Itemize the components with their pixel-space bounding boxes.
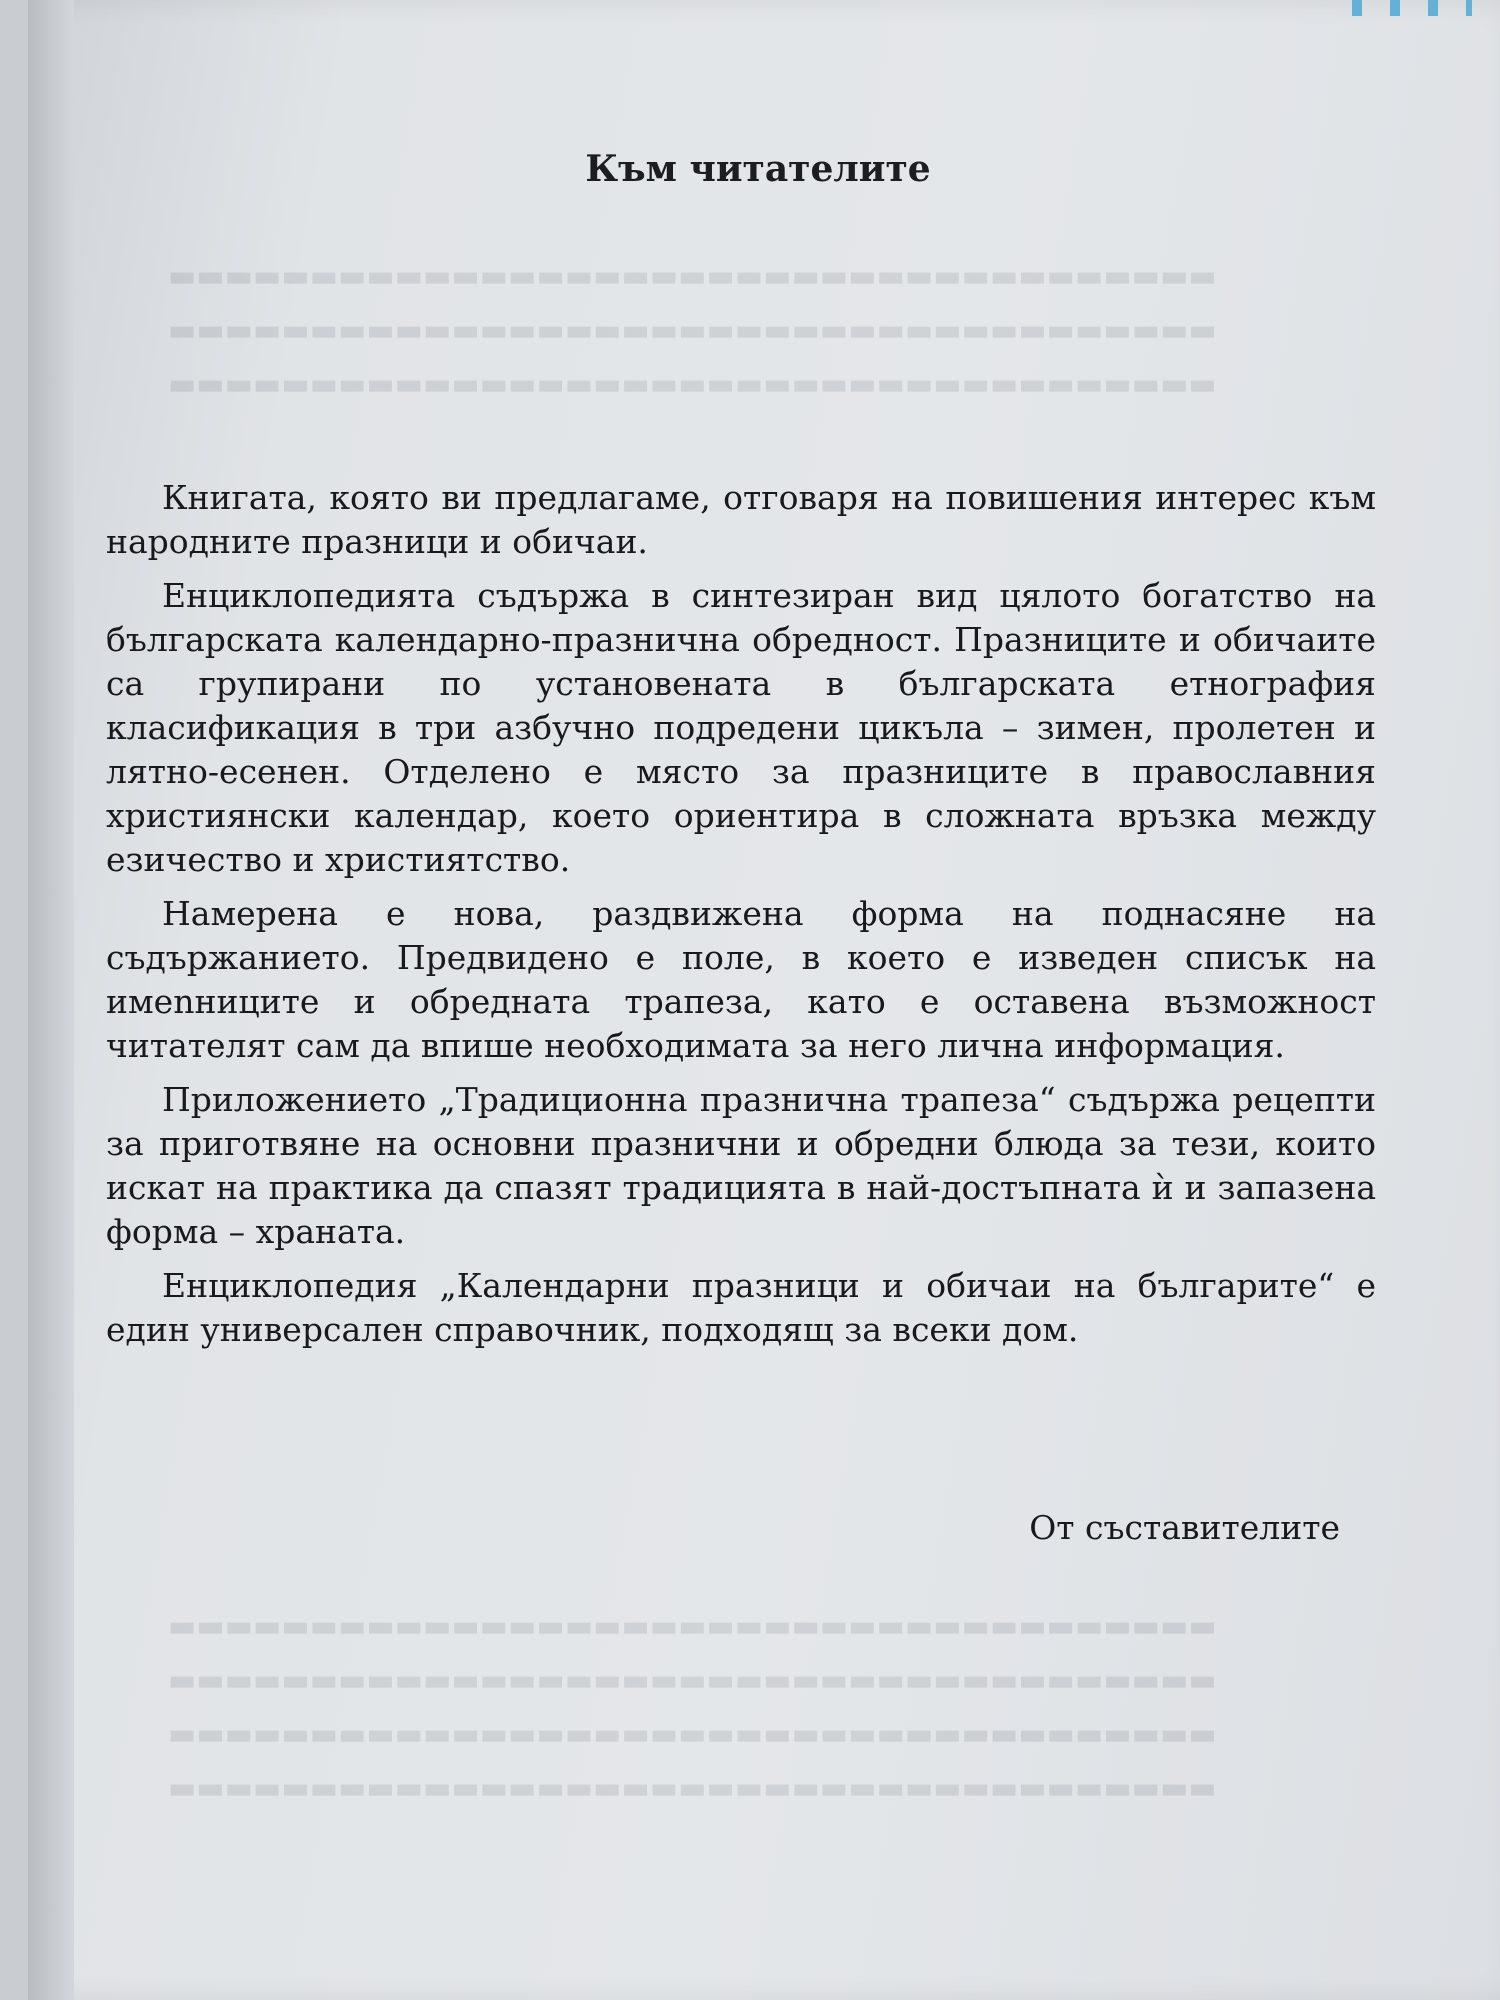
paragraph: Енциклопедията съдържа в синтезиран вид цялото богатство на българската календарно-празнична обредност. Празниците и обичаите са групирани по установената в българската етнография класификация в три азбучно подредени цикъла – зимен, пролетен и лятно-есенен. Отделено е място за празниците в православния християнски календар, което ориентира в сложната връзка между езичество и християтство.: [106, 576, 1376, 879]
page-gutter-shadow: [28, 0, 74, 2000]
bleed-through-mark: [1352, 0, 1472, 16]
book-page: [28, 0, 1500, 2000]
paragraph: Енциклопедия „Календарни празници и обичаи на българите“ е един универсален справочник, подходящ за всеки дом.: [106, 1266, 1376, 1349]
paragraph: Намерена е нова, раздвижена форма на поднасяне на съдържанието. Предвидено е поле, в което е изведен списък на имenниците и обредната трапеза, като е оставена възможност читателят сам да впише необходимата за него лична информация.: [106, 894, 1376, 1065]
page-heading: Към читателите: [585, 148, 931, 190]
body-text: [106, 476, 1376, 1362]
paragraph: Книгата, която ви предлагаме, отговаря на повишения интерес към народните празници и обичаи.: [106, 478, 1376, 561]
bleed-through-ghost-lines: ▬▬▬▬▬▬▬▬▬▬▬▬▬▬▬▬▬▬▬▬▬▬▬▬▬▬▬▬▬▬▬▬▬▬▬▬▬ ▬▬▬▬▬▬▬▬▬▬▬▬▬▬▬▬▬▬▬▬▬▬▬▬▬▬▬▬▬▬▬▬▬▬▬▬▬ ▬▬▬▬▬▬▬▬▬▬▬▬▬▬▬▬▬▬▬▬▬▬▬▬▬▬▬▬▬▬▬▬▬▬▬▬▬: [168, 259, 1217, 402]
signature: От съставителите: [1029, 1508, 1340, 1547]
paragraph: Приложението „Традиционна празнична трапеза“ съдържа рецепти за приготвяне на основни празнични и обредни блюда за тези, които искат на практика да спазят традицията в най-достъпната ѝ и запазена форма – храната.: [106, 1080, 1376, 1251]
bleed-through-ghost-lines-lower: ▬▬▬▬▬▬▬▬▬▬▬▬▬▬▬▬▬▬▬▬▬▬▬▬▬▬▬▬▬▬▬▬▬▬▬▬▬ ▬▬▬▬▬▬▬▬▬▬▬▬▬▬▬▬▬▬▬▬▬▬▬▬▬▬▬▬▬▬▬▬▬▬▬▬▬ ▬▬▬▬▬▬▬▬▬▬▬▬▬▬▬▬▬▬▬▬▬▬▬▬▬▬▬▬▬▬▬▬▬▬▬▬▬ ▬▬▬▬▬▬▬▬▬▬▬▬▬▬▬▬▬▬▬▬▬▬▬▬▬▬▬▬▬▬▬▬▬▬▬▬▬: [168, 1609, 1217, 1806]
